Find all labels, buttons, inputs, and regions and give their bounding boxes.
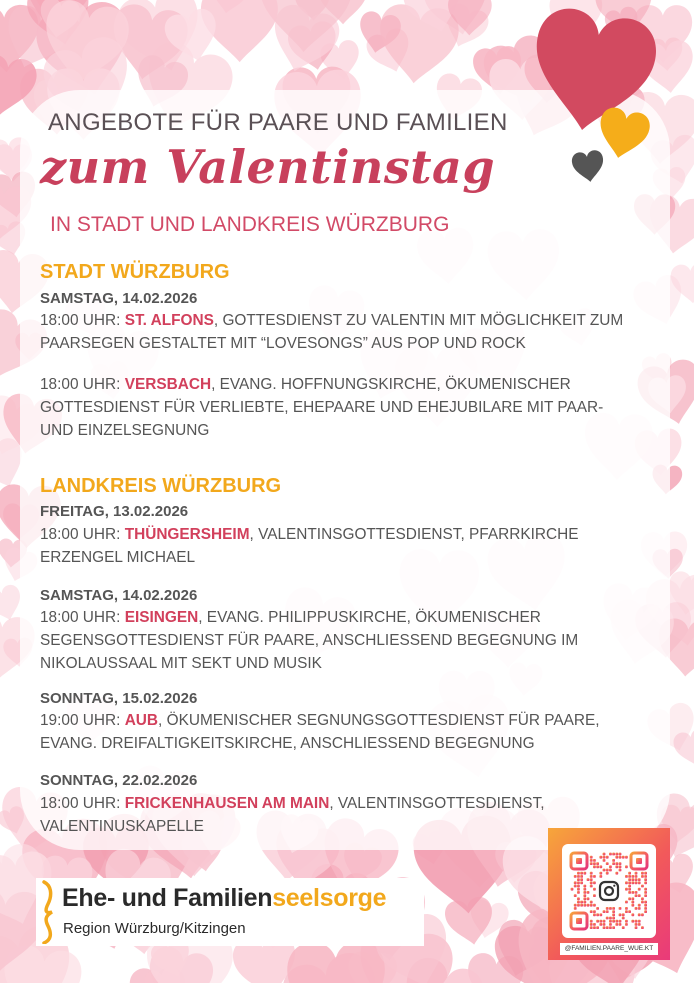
event-place: AUB [124,712,159,729]
headline-sub: IN STADT UND LANDKREIS WÜRZBURG [50,213,450,236]
event-date: SONNTAG, 15.02.2026 [40,690,198,707]
event-description: , ÖKUMENISCHER SEGNUNGSGOTTESDIENST FÜR PAARE, EVANG. DREIFALTIGKEITSKIRCHE, ANSCHLIESSEND BEGEGNUNG [40,712,600,752]
event-description: , EVANG. PHILIPPUSKIRCHE, ÖKUMENISCHER SEGENSGOTTESDIENST FÜR PAARE, ANSCHLIESSEND BEGEGNUNG IM NIKOLAUSSAAL MIT SEKT UND MUSIK [40,609,579,672]
event-place: FRICKENHAUSEN AM MAIN [124,795,330,812]
logo-title-accent: seelsorge [272,884,387,912]
event-date: SAMSTAG, 14.02.2026 [40,587,198,604]
event-date: FREITAG, 13.02.2026 [40,503,189,520]
event-time: 18:00 UHR: [40,376,125,393]
event-place: VERSBACH [124,376,212,393]
event-place: THÜNGERSHEIM [124,526,250,543]
section-title-stadt: STADT WÜRZBURG [40,261,230,283]
logo-subtitle: Region Würzburg/Kitzingen [63,920,246,937]
event-time: 18:00 UHR: [40,795,125,812]
event-description: , GOTTESDIENST ZU VALENTIN MIT MÖGLICHKEIT ZUM PAARSEGEN GESTALTET MIT “LOVESONGS” AUS POP UND ROCK [40,312,624,352]
event-description: , VALENTINSGOTTESDIENST, PFARRKIRCHE ERZENGEL MICHAEL [40,526,579,566]
event-place: EISINGEN [124,609,199,626]
qr-code[interactable] [562,844,656,938]
logo-title-main: Ehe- und Familien [62,884,273,912]
event-description: , EVANG. HOFFNUNGSKIRCHE, ÖKUMENISCHER GOTTESDIENST FÜR VERLIEBTE, EHEPAARE UND EHEJUBILARE MIT PAAR- UND EINZELSEGNUNG [40,376,604,439]
event-place: ST. ALFONS [124,312,214,329]
event-date: SONNTAG, 22.02.2026 [40,772,198,789]
qr-code-image [562,844,656,938]
headline-top: ANGEBOTE FÜR PAARE UND FAMILIEN [48,109,508,136]
event-entry [40,709,640,755]
headline-script: zum Valentinstag [40,140,495,194]
event-entry [40,309,640,355]
event-time: 18:00 UHR: [40,312,125,329]
organization-logo [36,878,424,946]
logo-title [62,884,386,913]
instagram-icon [597,879,621,903]
event-description: , VALENTINSGOTTESDIENST, VALENTINUSKAPELLE [40,795,545,835]
instagram-handle[interactable]: @FAMILIEN.PAARE_WUE.KT [560,943,658,955]
event-date: SAMSTAG, 14.02.2026 [40,290,198,307]
event-time: 18:00 UHR: [40,526,125,543]
instagram-qr-card[interactable] [548,828,670,960]
event-entry [40,373,640,442]
event-entry [40,523,640,569]
event-time: 18:00 UHR: [40,609,125,626]
logo-bracket-icon [38,880,58,944]
event-time: 19:00 UHR: [40,712,125,729]
section-title-landkreis: LANDKREIS WÜRZBURG [40,475,282,497]
event-entry [40,606,640,675]
